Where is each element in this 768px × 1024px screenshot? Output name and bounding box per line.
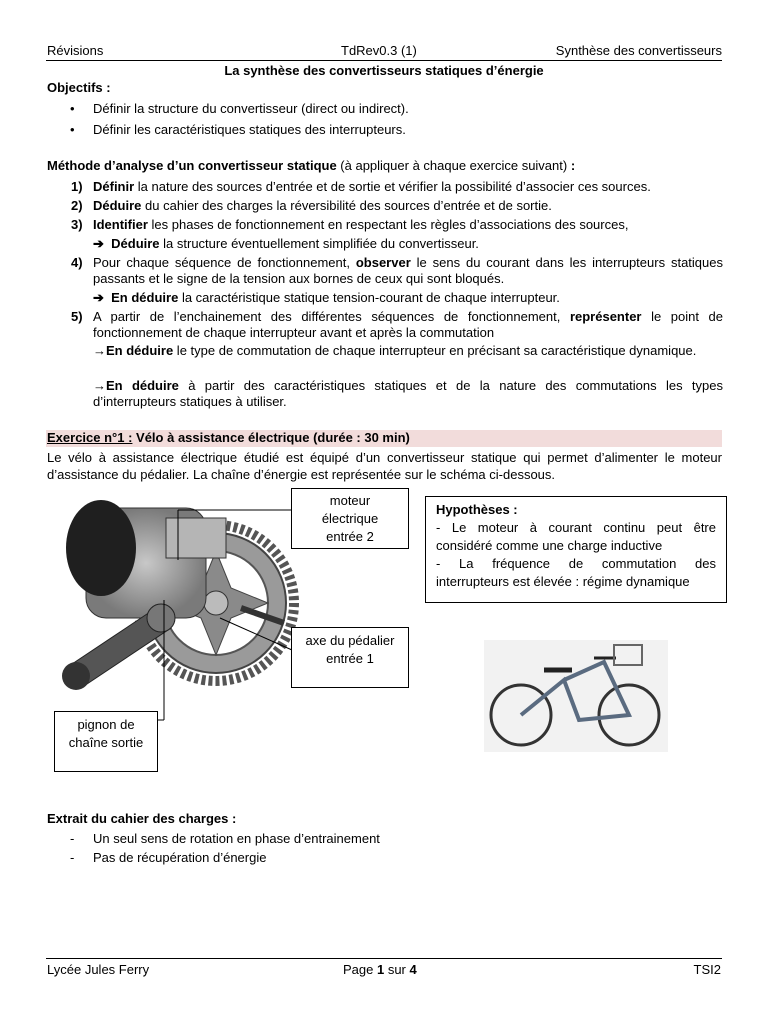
hypotheses-title: Hypothèses : <box>436 502 518 517</box>
page-current: 1 <box>376 962 385 977</box>
cahier-item-1: Un seul sens de rotation en phase d’entrainement <box>93 831 380 846</box>
objectif-bullet-1: • <box>70 101 75 116</box>
hypotheses-box <box>425 496 727 603</box>
hypotheses-line-1: - Le moteur à courant continu peut être considéré comme une charge inductive <box>436 520 716 553</box>
step-3-sub-text: la structure éventuellement simplifiée du convertisseur. <box>159 236 479 251</box>
step-4-verb: observer <box>355 255 411 270</box>
step-3-sub-verb: Déduire <box>111 236 160 251</box>
label-moteur-line-3: entrée 2 <box>326 529 374 544</box>
arrow-icon: ➔ <box>93 290 104 305</box>
cahier-item-2: Pas de récupération d’énergie <box>93 850 267 865</box>
step-1-verb: Définir <box>93 179 135 194</box>
label-moteur <box>291 488 409 549</box>
label-moteur-line-1: moteur <box>329 493 371 508</box>
page-number <box>343 962 417 977</box>
step-5-text-b: le point de fonctionnement de chaque interrupteur avant et après la commutation <box>93 309 723 340</box>
step-5-sub-b-verb: En déduire <box>106 378 179 393</box>
step-4-text-b: le sens du courant dans les interrupteurs statiques passants et le signe de la tension aux bornes de ceux qui sont bloqués. <box>93 255 723 286</box>
cahier-dash-1: - <box>70 831 75 846</box>
arrow-icon: ➔ <box>93 236 104 251</box>
hypotheses-line-2: - La fréquence de commutation des interrupteurs est élevée : régime dynamique <box>436 556 716 589</box>
step-1-text: la nature des sources d’entrée et de sortie et vérifier la possibilité d’associer ces sources. <box>134 179 651 194</box>
page-total: 4 <box>409 962 417 977</box>
step-4-sub-text: la caractéristique statique tension-courant de chaque interrupteur. <box>178 290 560 305</box>
methode-heading-rest: (à appliquer à chaque exercice suivant) <box>336 158 571 173</box>
arrow-icon: → <box>93 378 106 393</box>
step-2-text: du cahier des charges la réversibilité des sources d’entrée et de sortie. <box>141 198 552 213</box>
page-mid: sur <box>384 962 410 977</box>
step-5-num: 5) <box>71 309 83 324</box>
step-5-verb: représenter <box>569 309 642 324</box>
step-4-sub-verb: En déduire <box>111 290 179 305</box>
exercice-title: Vélo à assistance électrique (durée : 30 min) <box>132 430 410 445</box>
header-left: Révisions <box>47 43 104 58</box>
cahier-label: Extrait du cahier des charges : <box>47 811 237 826</box>
footer-left: Lycée Jules Ferry <box>47 962 150 977</box>
header-right: Synthèse des convertisseurs <box>555 43 722 58</box>
step-4-text-a: Pour chaque séquence de fonctionnement, <box>93 255 356 270</box>
footer-rule <box>46 958 722 959</box>
objectif-item-1: Définir la structure du convertisseur (direct ou indirect). <box>93 101 409 116</box>
step-1-num: 1) <box>71 179 83 194</box>
exercice-label: Exercice n°1 : <box>47 430 133 445</box>
exercice-intro: Le vélo à assistance électrique étudié est équipé d’un convertisseur statique qui permet d’alimenter le moteur d’assistance du pédalier. La chaîne d’énergie est représentée sur le schéma ci-dessous. <box>47 450 722 482</box>
step-2-num: 2) <box>71 198 83 213</box>
arrow-icon: → <box>93 343 106 358</box>
label-pignon-line-2: chaîne sortie <box>68 735 144 750</box>
footer-right: TSI2 <box>693 962 721 977</box>
step-5-sub-a-verb: En déduire <box>106 343 174 358</box>
page-title: La synthèse des convertisseurs statiques d’énergie <box>224 63 544 78</box>
label-pignon-line-1: pignon de <box>77 717 135 732</box>
step-5-sub-a-text: le type de commutation de chaque interrupteur en précisant sa caractéristique dynamique. <box>173 343 697 358</box>
objectif-bullet-2: • <box>70 122 75 137</box>
header-center: TdRev0.3 (1) <box>341 43 417 58</box>
page-pre: Page <box>343 962 377 977</box>
step-4-num: 4) <box>71 255 83 270</box>
step-3-num: 3) <box>71 217 83 232</box>
label-pignon <box>54 711 158 772</box>
step-3-text: les phases de fonctionnement en respectant les règles d’associations des sources, <box>147 217 629 232</box>
label-moteur-line-2: électrique <box>321 511 379 526</box>
objectifs-label: Objectifs : <box>47 80 111 95</box>
label-axe-line-1: axe du pédalier <box>305 633 395 648</box>
methode-heading-bold: Méthode d’analyse d’un convertisseur statique <box>47 158 337 173</box>
label-axe <box>291 627 409 688</box>
cahier-dash-2: - <box>70 850 75 865</box>
label-axe-line-2: entrée 1 <box>326 651 374 666</box>
step-5-sub-b-text: à partir des caractéristiques statiques et de la nature des commutations les types d’interrupteurs statiques à utiliser. <box>93 378 723 409</box>
step-3-verb: Identifier <box>93 217 148 232</box>
bicycle-photo <box>484 640 668 752</box>
methode-heading-colon: : <box>570 158 576 173</box>
step-5-text-a: A partir de l’enchainement des différentes séquences de fonctionnement, <box>93 309 570 324</box>
objectif-item-2: Définir les caractéristiques statiques des interrupteurs. <box>93 122 406 137</box>
step-2-verb: Déduire <box>93 198 142 213</box>
